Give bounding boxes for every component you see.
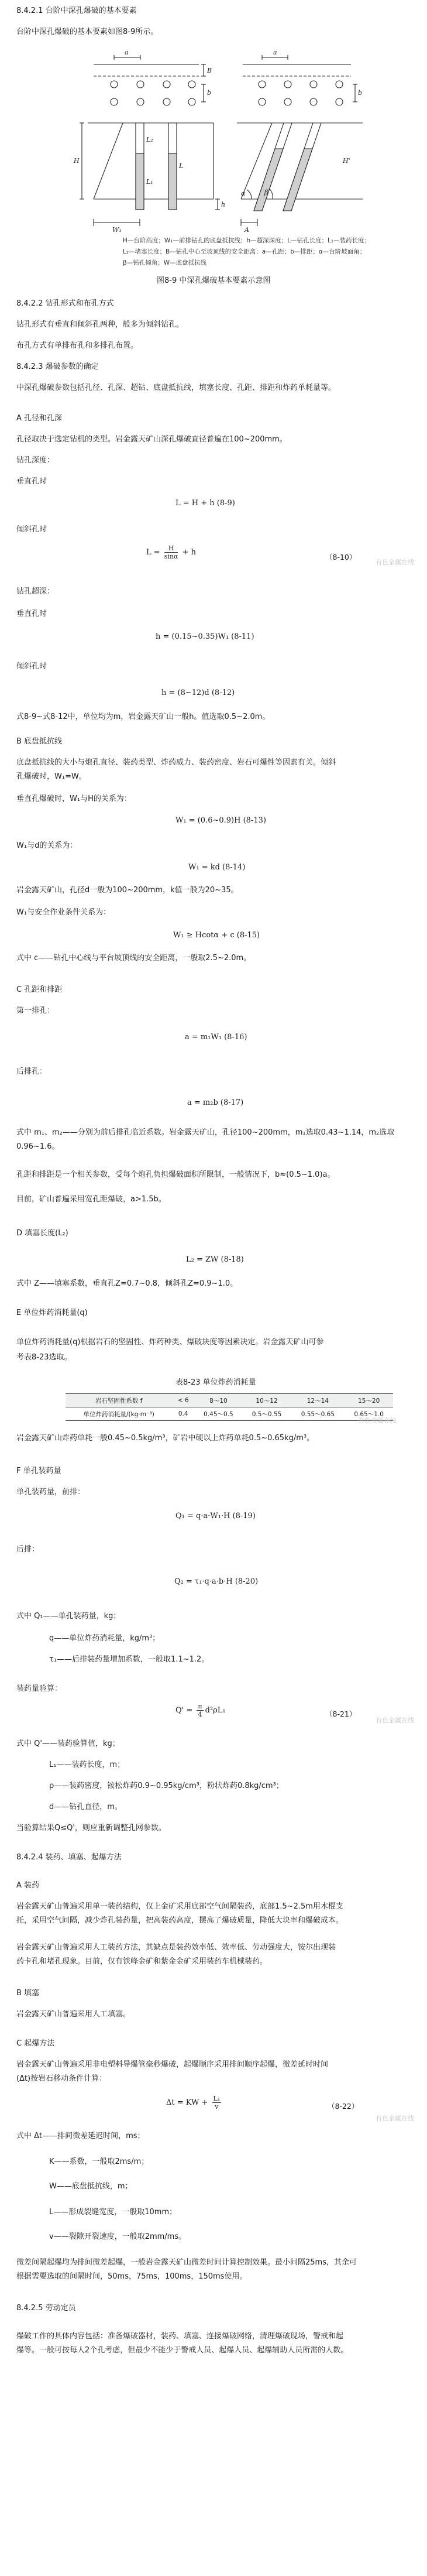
paragraph: 爆破工作的具体内容包括：准备爆破器材，装药、填塞、连接爆破网络，清理爆破现场，警戒和起 [16,2332,344,2341]
paragraph: 第一排孔： [16,1006,55,1015]
equation-denominator: v [215,2103,219,2111]
table-caption: 表8-23 单位炸药消耗量 [175,1378,256,1387]
paragraph: 托，采用空气间隔，减少炸孔装药量，把高装药高度，摆高了爆破质量，降低大块率和爆破成本。 [16,1916,344,1925]
paragraph: W₁与安全作业条件关系为： [16,908,111,917]
paragraph: 钻孔深度： [16,456,55,465]
paragraph: K——系数，一般取2ms/m； [49,2157,149,2166]
watermark-text: 有色金属在线 [376,2115,414,2122]
subsection-heading: C 起爆方法 [16,2039,55,2048]
figure-legend-line: β—钻孔倾角；W—底盘抵抗线 [123,259,207,266]
paragraph: L₁——装药长度，m； [49,1760,125,1769]
section-heading-8422: 8.4.2.2 钻孔形式和布孔方式 [16,299,114,308]
paragraph: q——单位炸药消耗量，kg/m³； [49,1634,160,1643]
paragraph: 爆等。一般可按每人2个孔考虑，但最少不能少于警戒人员、起爆人员、起爆辅助人员所需的人数。 [16,2346,349,2355]
subsection-heading: B 底盘抵抗线 [16,737,63,746]
paragraph: τ₁——后排装药量增加系数，一般取1.1~1.2。 [49,1655,209,1664]
fig-label-b-right: b [358,89,363,97]
equation-denominator: 4 [198,1711,202,1718]
table-cell: 12～14 [291,1394,345,1407]
section-heading-8421: 8.4.2.1 台阶中深孔爆破的基本要素 [16,6,137,15]
subsection-heading: F 单孔装药量 [16,1467,61,1475]
equation-number: （8-22） [328,2102,359,2111]
paragraph: 式中 c——钻孔中心线与平台坡顶线的安全距离，一般取2.5~2.0m。 [16,954,252,962]
paragraph: 目前，矿山普遍采用宽孔距爆破，a>1.5b。 [16,1195,166,1204]
equation-8-10 [146,544,196,560]
equation-8-17: a = m₂b (8-17) [187,1098,244,1107]
table-cell: 0.55～0.65 [291,1407,345,1421]
equation-part: + h [180,548,197,557]
paragraph: 微差间隔起爆均为排间微差起爆，一般岩金露天矿山微差时间计算控制效果。最小间隔25ms，其余可 [16,2258,357,2267]
equation-8-15: W₁ ≥ Hcotα + c (8-15) [173,931,260,940]
fig-label-b-left: b [207,89,212,97]
fig-label-Hprime: H' [343,157,350,165]
paragraph: L——形成裂缝宽度，一般取10mm； [49,2208,177,2217]
paragraph: 底盘抵抗线的大小与炮孔直径、装药类型、炸药威力、装药密度、岩石可爆性等因素有关。倾斜 [16,758,336,767]
equation-fraction [197,1703,203,1718]
table-row [66,1407,393,1421]
fig-label-L: L [179,162,184,170]
paragraph: 垂直孔时 [16,609,47,618]
figure-legend [123,235,370,269]
section-heading-8423: 8.4.2.3 爆破参数的确定 [16,362,99,371]
paragraph: (Δt)按岩石移动条件计算： [16,2074,107,2083]
equation-numerator: π [198,1703,202,1710]
subsection-heading: D 填塞长度(L₂) [16,1229,68,1238]
table-cell: 8～10 [194,1394,243,1407]
table-cell: 0.5～0.55 [243,1407,291,1421]
paragraph: 当验算结果Q≤Q'，则应重新调整孔网参数。 [16,1824,166,1832]
watermark-text: 有色金属在线 [376,1717,414,1724]
paragraph: 单位炸药消耗量(q)根据岩石的坚固性、炸药种类、爆破块度等因素决定。岩金露天矿山可参 [16,1338,324,1347]
paragraph: 根据需要选取的间隔时间，50ms，75ms，100ms，150ms使用。 [16,2272,247,2281]
subsection-heading: E 单位炸药消耗量(q) [16,1308,88,1317]
paragraph: 垂直孔时 [16,477,47,486]
paragraph: 钻孔超深： [16,587,55,596]
paragraph: 岩金露天矿山，孔径d一般为100~200mm，k值一般为20~35。 [16,886,239,895]
equation-denominator: sinα [164,553,178,560]
fig-label-L1: L₁ [146,178,153,186]
table-cell: < 6 [172,1394,194,1407]
fig-label-A: A [245,226,249,234]
paragraph: 装药量验算： [16,1684,63,1693]
paragraph: 孔径取决于选定钻机的类型。岩金露天矿山深孔爆破直径普遍在100~200mm。 [16,435,287,444]
paragraph: 岩金露天矿山普遍采用人工填塞。 [16,2010,131,2019]
paragraph: 孔距和排距是一个相关参数，受每个炮孔负担爆破面积所限制，一般情况下，b≈(0.5~1.0)a。 [16,1170,335,1179]
equation-8-22 [166,2095,223,2111]
paragraph: 岩金露天矿山炸药单耗一般0.45~0.5kg/m³，矿岩中硬以上炸药单耗0.5~0.65kg/m³。 [16,1434,315,1443]
figure-legend-line: H—台阶高度；W₁—前排钻孔的底盘抵抗线；h—超深深度；L—钻孔长度；L₁—装药长度； [123,237,371,244]
equation-number: （8-10） [325,553,357,561]
figure-legend-line: L₂—堵塞长度；B—钻孔中心至坡顶线的安全距离；a—孔距；b—排距；α—台阶坡面角； [123,248,366,255]
table-cell: 15～20 [345,1394,393,1407]
paragraph: ρ——装药密度，铵松炸药0.9~0.95kg/cm³，粉状炸药0.8kg/cm³； [49,1782,284,1790]
paragraph: 孔爆破时，W₁=W。 [16,772,87,781]
paragraph: 钻孔形式有垂直和倾斜孔两种，般多为倾斜钻孔。 [16,320,184,329]
equation-number: （8-21） [325,1710,357,1718]
equation-numerator: H [164,544,178,553]
fig-label-W1: W₁ [112,226,122,234]
figure-caption: 图8-9 中深孔爆破基本要素示意图 [157,276,271,285]
fig-label-H: H [74,157,80,165]
fig-label-beta: β [264,189,268,196]
equation-8-16: a = m₁W₁ (8-16) [185,1033,247,1042]
figure-8-9-diagram [74,48,369,259]
equation-8-9: L = H + h (8-9) [175,499,235,508]
paragraph: 布孔方式有单排布孔和多排孔布置。 [16,341,139,350]
paragraph: 考表8-23选取。 [16,1353,72,1362]
paragraph: 倾斜孔时 [16,525,47,534]
consumption-table [66,1393,393,1421]
table-row [66,1394,393,1407]
equation-8-20: Q₂ = τ₁·q·a·b·H (8-20) [174,1577,259,1586]
paragraph: 0.96~1.6。 [16,1142,60,1151]
equation-part: Δt = KW + [166,2098,211,2107]
paragraph: 垂直孔爆破时，W₁与H的关系为： [16,794,132,803]
subsection-heading: B 填塞 [16,1989,40,1998]
paragraph: 台阶中深孔爆破的基本要素如图8-9所示。 [16,28,159,36]
paragraph: d——钻孔直径，m。 [49,1803,122,1811]
fig-label-a-right: a [273,49,277,56]
paragraph: 式中 Δt——排间微差延迟时间，ms； [16,2132,145,2140]
paragraph: 倾斜孔时 [16,662,47,671]
equation-8-19: Q₁ = q·a·W₁·H (8-19) [175,1512,256,1520]
paragraph: 岩金露天矿山普遍采用单一装药结构，仅上金矿采用底部空气间隔装药，底部1.5~2.5m用木棍支 [16,1902,343,1911]
equation-part: Q' = [175,1706,195,1715]
equation-8-13: W₁ = (0.6~0.9)H (8-13) [175,816,266,825]
table-cell: 0.4 [172,1407,194,1421]
equation-8-18: L₂ = ZW (8-18) [186,1255,244,1264]
watermark-text: 有色金属在线 [358,1417,397,1424]
table-cell: 0.45～0.5 [194,1407,243,1421]
fig-label-L2: L₂ [146,136,153,143]
paragraph: 后排： [16,1545,40,1554]
fig-label-h: h [221,201,226,208]
paragraph: 式中 Z——填塞系数，垂直孔Z=0.7~0.8，倾斜孔Z=0.9~1.0。 [16,1279,238,1288]
paragraph: W——底盘抵抗线，m； [49,2182,133,2191]
equation-part: L = [146,548,163,557]
table-cell: 单位炸药消耗量/(kg·m⁻³) [66,1407,172,1421]
paragraph: 式中 Q'——装药验算值，kg； [16,1739,120,1748]
paragraph: 中深孔爆破参数包括孔径、孔深、超钻、底盘抵抗线，填塞长度、孔距、排距和炸药单耗量等。 [16,383,336,392]
equation-8-21 [175,1703,226,1718]
equation-numerator: L₁ [213,2095,221,2102]
paragraph: 单孔装药量，前排： [16,1488,85,1496]
equation-fraction [164,544,178,560]
paragraph: 岩金露天矿山普遍采用人工装药方法，其缺点是装药效率低、效率低、劳动强度大，铵尔出现装 [16,1943,336,1952]
equation-8-11: h = (0.15~0.35)W₁ (8-11) [156,632,254,641]
equation-8-14: W₁ = kd (8-14) [188,863,246,872]
subsection-heading: A 装药 [16,1881,40,1890]
equation-part: d²ρL₁ [205,1706,226,1715]
table-cell: 岩石坚固性系数 f [66,1394,172,1407]
paragraph: 岩金露天矿山普遍采用非电塑料导爆管毫秒爆破，起爆顺序采用排间顺序起爆，微差延时时间 [16,2060,329,2069]
subsection-heading: A 孔径和孔深 [16,414,63,423]
section-heading-8425: 8.4.2.5 劳动定员 [16,2304,76,2313]
paragraph: v——裂隙开裂速度，一般取2mm/ms。 [49,2232,187,2241]
paragraph: 式中 m₁、m₂——分别为前后排孔临近系数。岩金露天矿山，孔径100~200mm，m₁选取0.43~1.14，m₂选取 [16,1128,395,1137]
fig-label-B: B [207,67,212,74]
watermark-text: 有色金属在线 [376,559,414,566]
table-cell: 10～12 [243,1394,291,1407]
paragraph: 后排孔： [16,1067,47,1076]
fig-label-alpha: α [241,190,246,197]
paragraph: 药卡孔和堵孔现象。目前，仅有铁峰金矿和紫金金矿采用装药车机械装药。 [16,1957,268,1966]
paragraph: 式8-9~式8-12中，单位均为m，岩金露天矿山一般h。值选取0.5~2.0m。 [16,712,270,721]
equation-fraction [212,2095,222,2111]
paragraph: W₁与d的关系为： [16,841,78,850]
fig-label-a-left: a [125,49,129,56]
equation-8-12: h = (8~12)d (8-12) [161,688,235,697]
section-heading-8424: 8.4.2.4 装药、填塞、起爆方法 [16,1853,122,1862]
subsection-heading: C 孔距和排距 [16,985,63,994]
table-cell: 0.65～1.0 [345,1407,393,1421]
paragraph: 式中 Q₁——单孔装药量，kg； [16,1612,121,1621]
